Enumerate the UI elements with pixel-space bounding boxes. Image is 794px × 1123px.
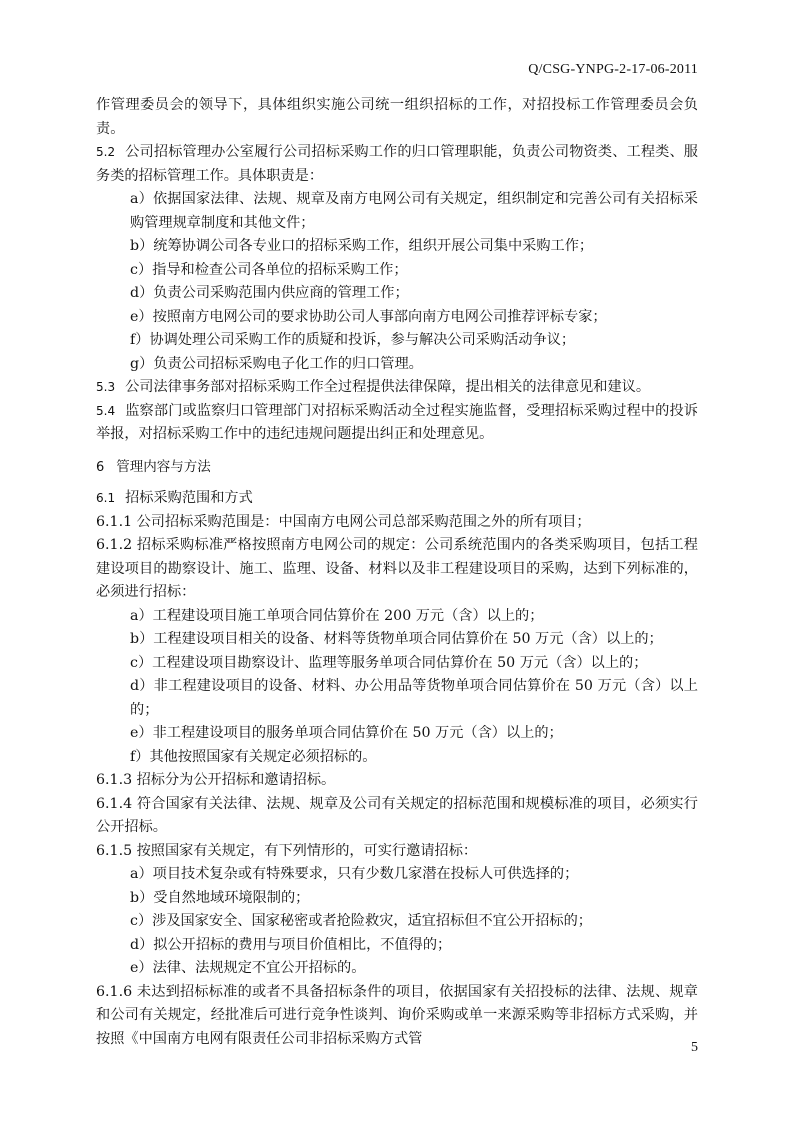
- list-item: c）涉及国家安全、国家秘密或者抢险救灾，适宜招标但不宜公开招标的；: [130, 913, 592, 929]
- section-title: 管理内容与方法: [116, 458, 211, 475]
- list-item: a）工程建设项目施工单项合同估算价在 200 万元（含）以上的；: [130, 607, 544, 624]
- list-item: b）受自然地域环境限制的；: [130, 889, 310, 906]
- clause-number: 5.2: [96, 145, 116, 159]
- clause-6-1-2: 6.1.2 招标采购标准严格按照南方电网公司的规定：公司系统范围内的各类采购项目，包括工程建设项目的勘察设计、施工、监理、设备、材料以及非工程建设项目的采购，达到下列标准的，必须进行招标：: [96, 537, 698, 600]
- list-item: b）工程建设项目相关的设备、材料等货物单项合同估算价在 50 万元（含）以上的；: [130, 631, 663, 647]
- continued-paragraph: 作管理委员会的领导下，具体组织实施公司统一组织招标的工作，对招投标工作管理委员会负责。: [96, 97, 698, 137]
- clause-number: 5.4: [96, 403, 116, 418]
- list-item: e）非工程建设项目的服务单项合同估算价在 50 万元（含）以上的；: [130, 725, 563, 741]
- list-item: f）协调处理公司采购工作的质疑和投诉，参与解决公司采购活动争议；: [130, 332, 576, 348]
- list-item: d）负责公司采购范围内供应商的管理工作；: [130, 285, 409, 301]
- list-item: c）指导和检查公司各单位的招标采购工作；: [130, 261, 408, 278]
- list-item: c）工程建设项目勘察设计、监理等服务单项合同估算价在 50 万元（含）以上的；: [130, 654, 648, 671]
- clause-6-1-5: 6.1.5 按照国家有关规定，有下列情形的，可实行邀请招标：: [96, 842, 478, 859]
- list-item: f）其他按照国家有关规定必须招标的。: [130, 748, 377, 765]
- section-number: 6: [96, 459, 105, 475]
- clause-6-1-4: 6.1.4 符合国家有关法律、法规、规章及公司有关规定的招标范围和规模标准的项目，必须实行公开招标。: [96, 795, 698, 835]
- clause-5-3: [96, 376, 698, 400]
- clause-6-1-6: 6.1.6 未达到招标标准的或者不具备招标条件的项目，依据国家有关招投标的法律、法规、规章和公司有关规定，经批准后可进行竞争性谈判、询价采购或单一来源采购等非招标方式采购，并按照《中国南方电网有限责任公司非招标采购方式管: [96, 983, 698, 1047]
- section-6-heading: [96, 456, 698, 480]
- list-item: e）按照南方电网公司的要求协助公司人事部向南方电网公司推荐评标专家；: [130, 308, 607, 325]
- list-item: d）拟公开招标的费用与项目价值相比，不值得的；: [130, 936, 452, 953]
- list-item: a）项目技术复杂或有特殊要求，只有少数几家潜在投标人可供选择的；: [130, 866, 579, 882]
- list-item: e）法律、法规规定不宜公开招标的。: [130, 960, 366, 976]
- clause-6-1: [96, 487, 698, 511]
- list-item: g）负责公司招标采购电子化工作的归口管理。: [130, 355, 423, 372]
- page-number: 5: [691, 1040, 698, 1055]
- clause-6-1-1: 6.1.1 公司招标采购范围是：中国南方电网公司总部采购范围之外的所有项目；: [96, 513, 591, 530]
- clause-text: 监察部门或监察归口管理部门对招标采购活动全过程实施监督，受理招标采购过程中的投诉举报，对招标采购工作中的违纪违规问题提出纠正和处理意见。: [96, 402, 698, 442]
- clause-number: 6.1: [96, 491, 116, 505]
- clause-5-2: [96, 141, 698, 188]
- clause-text: 公司法律事务部对招标采购工作全过程提供法律保障，提出相关的法律意见和建议。: [125, 379, 651, 395]
- list-item: b）统筹协调公司各专业口的招标采购工作，组织开展公司集中采购工作；: [130, 238, 594, 254]
- clause-text: 公司招标管理办公室履行公司招标采购工作的归口管理职能，负责公司物资类、工程类、服务类的招标管理工作。具体职责是：: [96, 144, 698, 184]
- clause-title: 招标采购范围和方式: [125, 490, 253, 506]
- list-item: d）非工程建设项目的设备、材料、办公用品等货物单项合同估算价在 50 万元（含）以上的；: [130, 678, 698, 718]
- document-code: Q/CSG-YNPG-2-17-06-2011: [528, 62, 698, 77]
- list-item: a）依据国家法律、法规、规章及南方电网公司有关规定，组织制定和完善公司有关招标采购管理规章制度和其他文件；: [130, 191, 698, 231]
- document-body: [96, 94, 698, 1051]
- clause-5-4: [96, 400, 698, 447]
- clause-number: 5.3: [96, 380, 116, 394]
- clause-6-1-3: 6.1.3 招标分为公开招标和邀请招标。: [96, 772, 336, 788]
